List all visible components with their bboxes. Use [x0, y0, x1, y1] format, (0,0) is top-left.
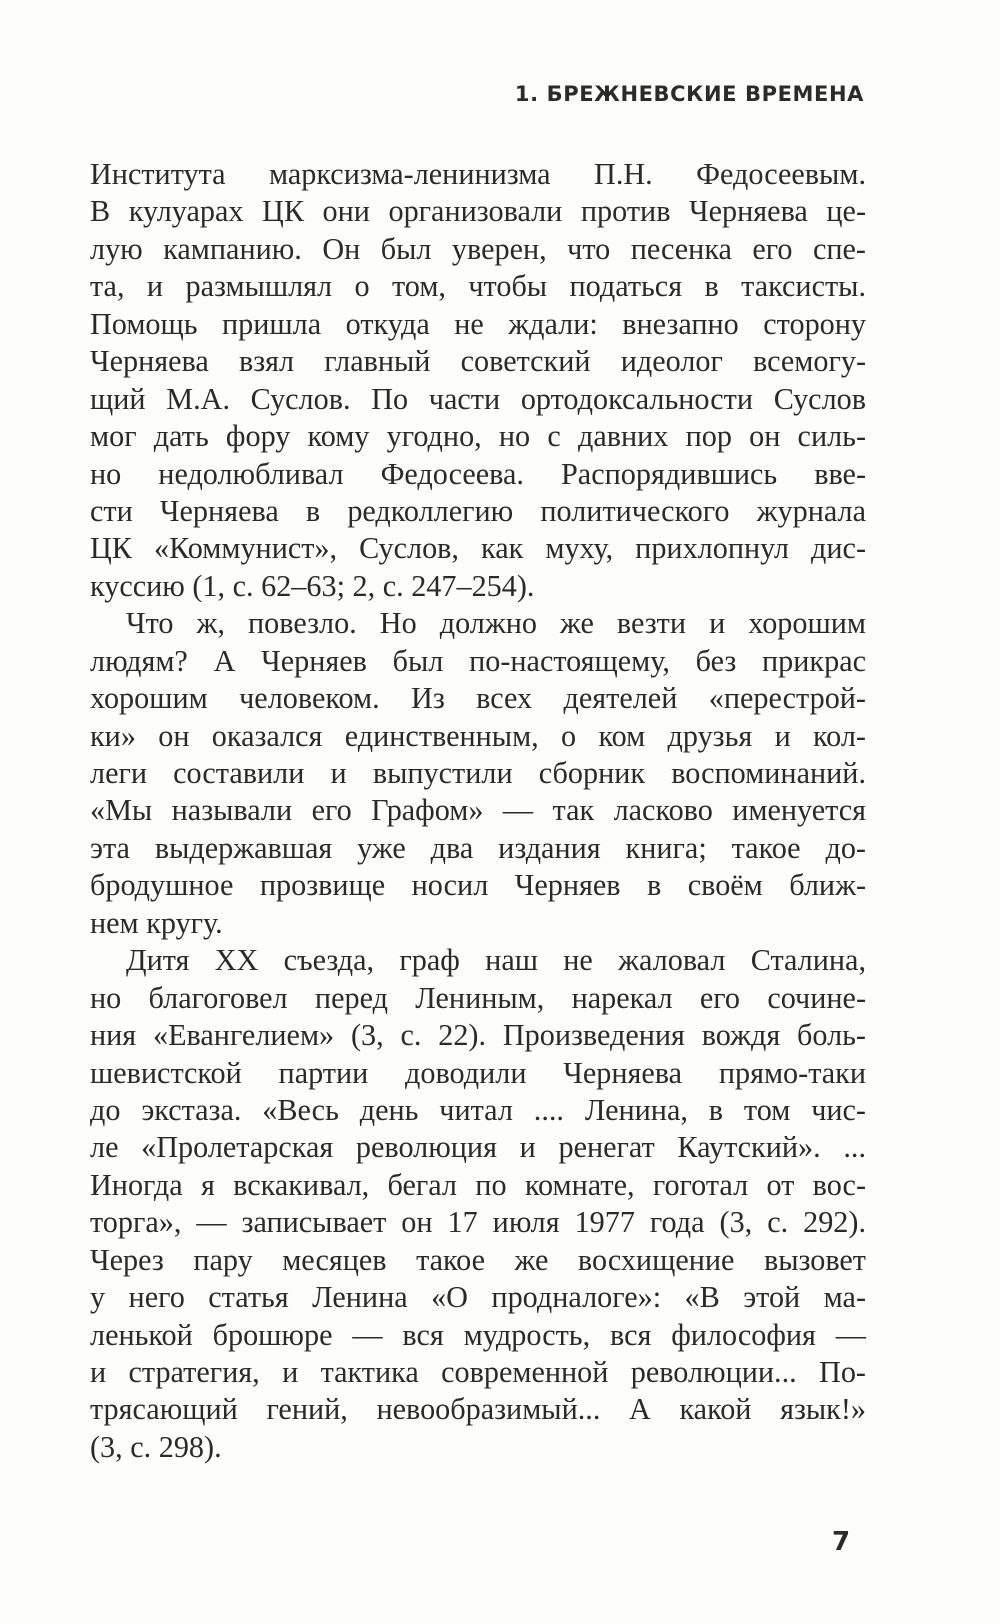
text-line: и стратегия, и тактика современной революции... По-	[90, 1355, 866, 1389]
text-line: эта выдержавшая уже два издания книга; такое до-	[90, 830, 866, 865]
text-line: куссию (1, с. 62–63; 2, с. 247–254).	[90, 568, 535, 603]
text-line: ЦК «Коммунист», Суслов, как муху, прихлопнул дис-	[90, 531, 866, 566]
text-line: мог дать фору кому угодно, но с давних пор он силь-	[90, 419, 866, 454]
text-line: нем кругу.	[90, 905, 223, 940]
text-line: ния «Евангелием» (3, с. 22). Произведения вождя боль-	[90, 1018, 866, 1053]
paragraph-3	[90, 942, 866, 1466]
text-line: ки» он оказался единственным, о ком друзья и кол-	[90, 718, 866, 753]
text-line: шевистской партии доводили Черняева прямо-таки	[90, 1055, 866, 1090]
text-line: но недолюбливал Федосеева. Распорядившись вве-	[90, 456, 866, 491]
text-line: В кулуарах ЦК они организовали против Черняева це-	[90, 194, 866, 229]
text-line: леги составили и выпустили сборник воспоминаний.	[90, 756, 866, 790]
text-line: та, и размышлял о том, чтобы податься в таксисты.	[90, 269, 866, 304]
text-line: ленькой брошюре — вся мудрость, вся философия —	[90, 1317, 866, 1352]
paragraph-2	[90, 605, 866, 942]
text-line: трясающий гений, невообразимый... А какой язык!»	[90, 1392, 866, 1427]
text-line: торга», — записывает он 17 июля 1977 года (3, с. 292).	[90, 1205, 866, 1240]
text-line: Иногда я вскакивал, бегал по комнате, гоготал от вос-	[90, 1167, 866, 1202]
text-line: но благоговел перед Лениным, нарекал его сочине-	[90, 980, 866, 1015]
text-line: сти Черняева в редколлегию политического журнала	[90, 493, 866, 528]
paragraph-1	[90, 156, 866, 605]
text-line: Дитя XX съезда, граф наш не жаловал Сталина,	[126, 943, 866, 978]
text-line: Черняева взял главный советский идеолог всемогу-	[90, 344, 866, 379]
text-line: до экстаза. «Весь день читал .... Ленина, в том чис-	[90, 1092, 866, 1127]
text-line: бродушное прозвище носил Черняев в своём ближ-	[90, 868, 866, 903]
text-line: щий М.А. Суслов. По части ортодоксальности Суслов	[90, 381, 866, 416]
text-line: Института марксизма-ленинизма П.Н. Федосеевым.	[90, 157, 866, 191]
running-header: 1. БРЕЖНЕВСКИЕ ВРЕМЕНА	[514, 82, 864, 106]
text-line: «Мы называли его Графом» — так ласково именуется	[90, 793, 866, 828]
text-line: Что ж, повезло. Но должно же везти и хорошим	[126, 606, 866, 641]
text-line: у него статья Ленина «О продналоге»: «В этой ма-	[90, 1280, 866, 1315]
page-number: 7	[832, 1527, 851, 1557]
text-line: лую кампанию. Он был уверен, что песенка его спе-	[90, 231, 866, 266]
text-line: людям? А Черняев был по-настоящему, без прикрас	[90, 643, 866, 678]
text-line: Помощь пришла откуда не ждали: внезапно сторону	[90, 306, 866, 341]
text-line: хорошим человеком. Из всех деятелей «перестрой-	[90, 681, 866, 716]
page-body-text	[90, 156, 866, 1466]
text-line: Через пару месяцев такое же восхищение вызовет	[90, 1242, 866, 1277]
text-line: ле «Пролетарская революция и ренегат Каутский». ...	[90, 1130, 866, 1165]
text-line: (3, с. 298).	[90, 1429, 222, 1464]
